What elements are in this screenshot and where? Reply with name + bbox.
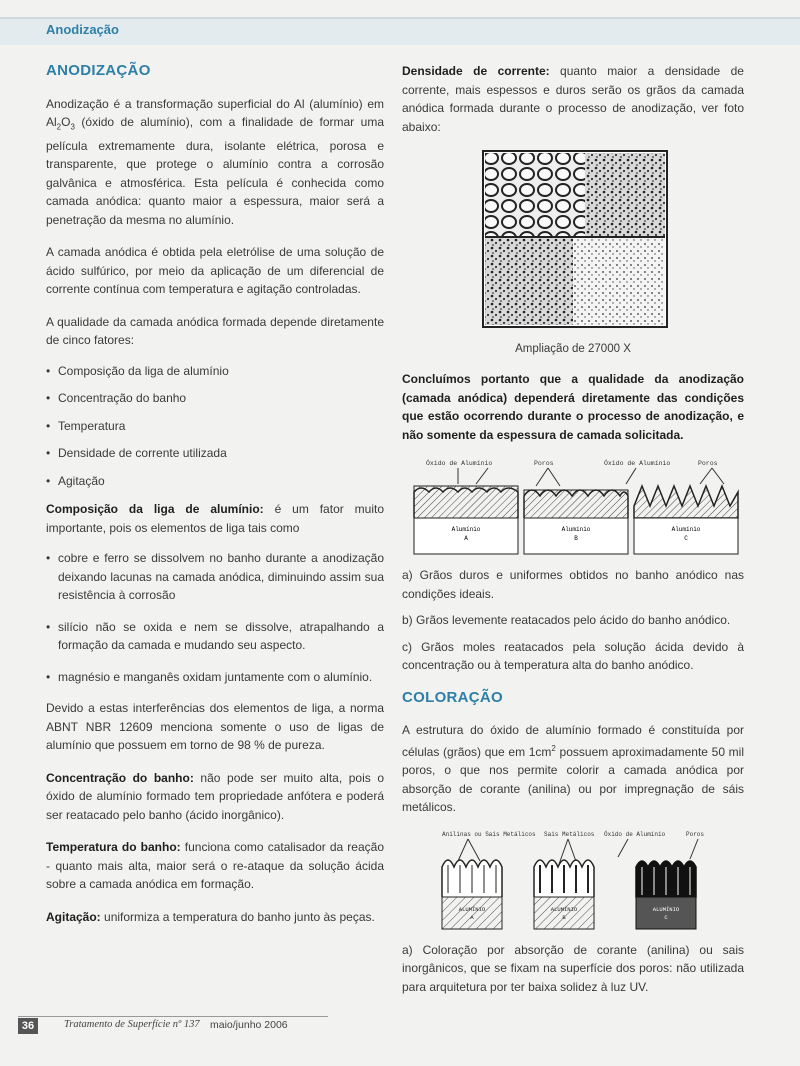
page-number: 36 [18,1018,38,1034]
concentration-text: não pode ser muito alta, pois o óxido de alumínio formado tem propriedade anfótera e poderá ser reatacado pelo banho (ácido inorgânico). [46,770,385,822]
panel-letter: B [574,535,578,542]
conclusion-text: Concluímos portanto que a qualidade da anodização (camada anódica) dependerá diretamente das condições que estão ocorrendo durante o processo de anodização, e não somente da espessura de camada solicitada. [402,372,744,442]
list-item: • silício não se oxida e nem se dissolve, atrapalhando a formação da camada e mudando seu aspecto. [46,618,384,655]
micrograph-photo [482,150,668,328]
section-name: Anodização [46,22,119,37]
current-density-label: Densidade de corrente: [402,64,550,78]
list-item: • cobre e ferro se dissolvem no banho durante a anodização deixando lacunas na camada anódica, diminuindo assim sua resistência à corrosão [46,549,384,605]
article-title: ANODIZAÇÃO [46,62,151,79]
footer-rule [18,1016,328,1017]
agitation-text: uniformiza a temperatura do banho junto às peças. [100,909,375,924]
panel-letter: C [684,535,688,542]
composition-text: é um fator muito importante, pois os elementos de liga tais como [46,502,384,535]
intro-text-b: (óxido de alumínio), com a finalidade de formar uma película extremamente dura, isolante elétrica, porosa e transparente, que protege o alumínio contra a corrosão galvânica e atmosférica. Esta película é conhecida como camada anódica: quanto maior a espessura, maior será a penetração da mesma no alumínio. [46,115,384,227]
section-header-bar [0,17,800,45]
base-label: ALUMÍNIO [652,905,680,913]
paragraph-coloring [402,721,744,817]
journal-name: Tratamento de Superfície nº 137 [64,1019,200,1030]
grain-panel-a [414,486,518,554]
label-oxide-c: Óxido de Alumínio [604,460,671,467]
paragraph-norm: Devido a estas interferências dos elementos de liga, a norma ABNT NBR 12609 menciona somente o uso de ligas de alumínio que possuem em torno de 98 % de pureza. [46,701,384,753]
paragraph-concentration [46,769,384,825]
paragraph-current-density [402,62,744,136]
current-density-text: quanto maior a densidade de corrente, mais espessos e duros serão os grãos da camada anódica formada durante o processo de anodização, ver foto abaixo: [402,64,744,134]
paragraph-factors-intro: A qualidade da camada anódica formada depende diretamente de cinco fatores: [46,314,384,348]
list-item: • Densidade de corrente utilizada [46,444,384,463]
label-metal-salts: Sais Metálicos [544,830,595,838]
grain-desc-b: b) Grãos levemente reatacados pelo ácido do banho anódico. [402,613,731,627]
list-item: • Composição da liga de alumínio [46,362,384,381]
temperature-label: Temperatura do banho: [46,840,181,855]
superscript-2: 2 [551,743,556,753]
coloring-panel-b [534,860,594,929]
panel-letter: B [562,913,566,921]
base-label: Alumínio [671,526,701,533]
label-oxide-a: Óxido de Alumínio [426,460,493,467]
paragraph-electrolysis: A camada anódica é obtida pela eletrólise de uma solução de ácido sulfúrico, por meio da aplicação de um diferencial de corrente contínua com temperatura e agitação controladas. [46,245,384,297]
panel-letter: C [664,913,668,921]
paragraph-composition [46,500,384,537]
temperature-text: funciona como catalisador da reação - quanto mais alta, maior será o re-ataque da solução ácida sobre a camada anódica em formação. [46,840,384,892]
list-item: • magnésio e manganês oxidam juntamente com o alumínio. [46,668,384,687]
concentration-label: Concentração do banho: [46,770,194,785]
section-title-coloracao: COLORAÇÃO [402,688,504,706]
agitation-label: Agitação: [46,909,101,924]
label-pores: Poros [686,830,705,838]
grain-desc-c: c) Grãos moles reatacados pela solução ácida devido à concentração ou à temperatura alta do banho anódico. [402,639,744,672]
factors-list [46,362,384,491]
list-item: • Temperatura [46,417,384,436]
list-item: • Agitação [46,472,384,491]
composition-label: Composição da liga de alumínio: [46,502,264,517]
paragraph-temperature [46,838,384,894]
panel-letter: A [470,913,474,921]
label-oxide: Óxido de Alumínio [604,830,666,838]
right-column [402,62,744,1010]
intro-text-a: Anodização é a transformação superficial do Al (alumínio) em Al [46,96,384,129]
coloring-desc-a: a) Coloração por absorção de corante (anilina) ou sais inorgânicos, que se fixam na superfície dos poros: não utilizada para arquitetura por ter baixa solidez à luz UV. [402,942,744,994]
grain-descriptions [402,566,744,675]
coloring-text-b: possuem aproximadamente 50 mil poros, o que nos permite colorir a camada anódica por absorção de corante (anilina) ou por impregnação de sáis metálicos. [402,744,744,814]
intro-text-o: O [61,115,71,129]
alloy-list [46,549,384,686]
panel-letter: A [464,535,468,542]
coloring-panel-c [636,861,696,929]
subscript-3: 3 [70,122,75,132]
grain-desc-a: a) Grãos duros e uniformes obtidos no banho anódico nas condições ideais. [402,568,744,601]
subscript-2: 2 [56,122,62,132]
base-label: Alumínio [451,526,481,533]
grain-panel-b [524,490,628,554]
list-item: • Concentração do banho [46,389,384,408]
paragraph-intro [46,95,384,230]
paragraph-agitation [46,908,384,927]
issue-date: maio/junho 2006 [210,1019,288,1031]
grain-diagram [408,456,744,562]
coloring-diagram [408,827,738,937]
label-dyes: Anilinas ou Sais Metálicos [442,830,536,838]
base-label: ALUMÍNIO [550,905,578,913]
base-label: Alumínio [561,526,591,533]
label-pores-c: Poros [698,460,718,467]
grain-panel-c [634,486,738,554]
label-pores-b: Poros [534,460,554,467]
left-column [46,62,384,940]
coloring-panel-a [442,860,502,929]
photo-caption: Ampliação de 27000 X [515,342,631,355]
coloring-text-a: A estrutura do óxido de alumínio formado é constituída por células (grãos) que em 1cm [402,723,744,759]
base-label: ALUMÍNIO [458,905,486,913]
